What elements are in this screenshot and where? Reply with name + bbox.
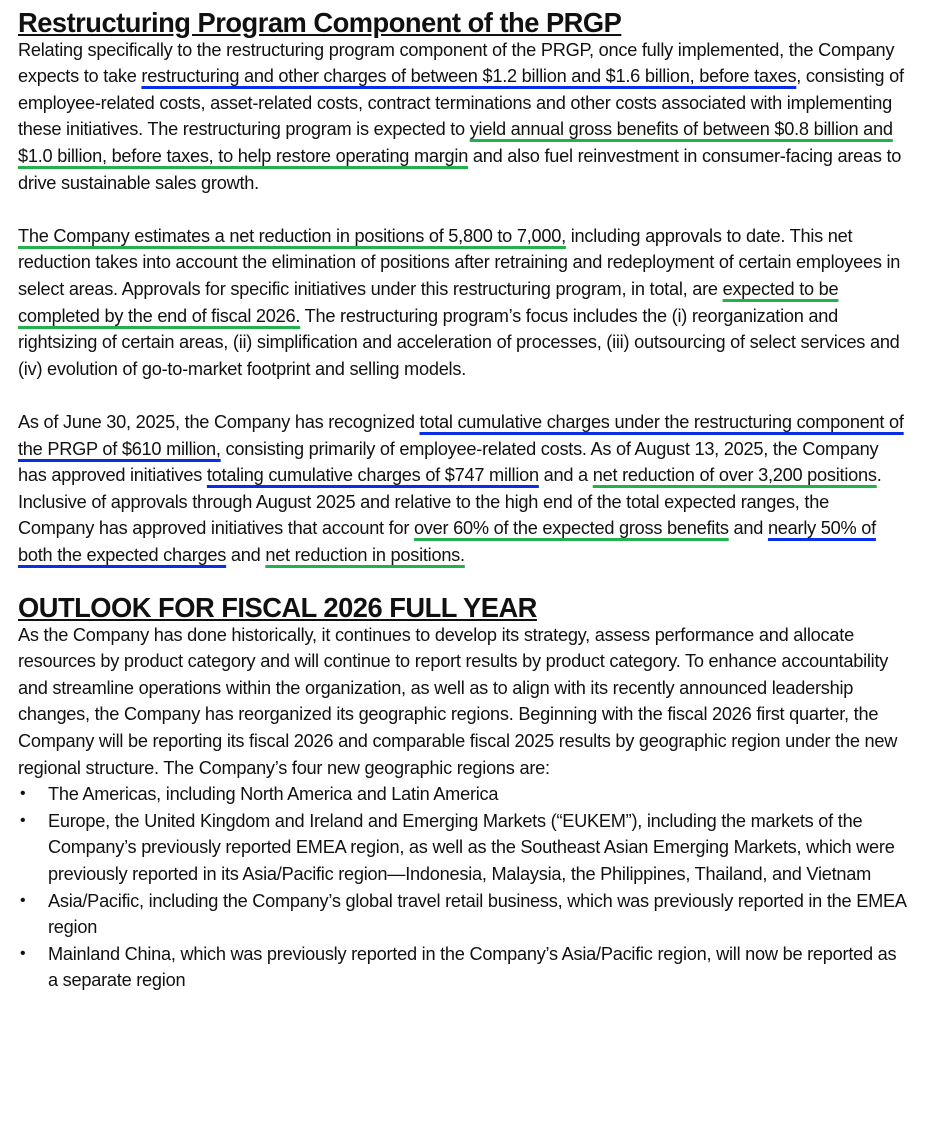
green-underline-highlight: The Company estimates a net reduction in positions of 5,800 to 7,000, [18, 225, 566, 246]
text: and a [538, 465, 593, 486]
green-underline-highlight: net reduction of over 3,200 positions [592, 465, 877, 486]
paragraph-position-reduction [18, 223, 909, 383]
text: consisting primarily of employee-related costs. As of August 13, 2025, the Company has approved initiatives [18, 438, 879, 486]
text: The restructuring program’s focus includes the (i) reorganization and rightsizing of certain areas, (ii) simplification and acceleration of processes, (iii) outsourcing of select services and (iv) evolution of go-to-market footprint and selling models. [18, 305, 900, 379]
region-list-item [18, 808, 909, 888]
bullet-icon: • [20, 891, 26, 909]
section-heading-restructuring: Restructuring Program Component of the PRGP [18, 7, 622, 38]
green-underline-highlight: over 60% of the expected gross benefits [413, 518, 729, 539]
region-text: Mainland China, which was previously reported in the Company’s Asia/Pacific region, will now be reported as a separate region [48, 943, 897, 991]
paragraph-spacer [18, 568, 909, 595]
text: Relating specifically to the restructuring program component of the PRGP, once fully implemented, the Company expects to take [18, 39, 895, 87]
text: As of June 30, 2025, the Company has recognized [18, 411, 420, 432]
paragraph-charges-benefits [18, 37, 909, 197]
section-heading-outlook: OUTLOOK FOR FISCAL 2026 FULL YEAR [18, 592, 537, 624]
bullet-icon: • [20, 944, 26, 962]
region-list-item [18, 888, 909, 941]
text: and also fuel reinvestment in consumer-facing areas to drive sustainable sales growth. [18, 145, 902, 193]
region-list-item [18, 781, 909, 808]
blue-underline-highlight: total cumulative charges under the restructuring component of the PRGP of $610 million, [18, 411, 904, 459]
text: and [728, 518, 768, 539]
green-underline-highlight: net reduction in positions. [265, 544, 465, 565]
region-text: Europe, the United Kingdom and Ireland and Emerging Markets (“EUKEM”), including the markets of the Company’s previously reported EMEA region, as well as the Southeast Asian Emerging Markets, which were previously reported in its Asia/Pacific region—Indonesia, Malaysia, the Philippines, Thailand, and Vietnam [48, 810, 895, 884]
bullet-icon: • [20, 785, 26, 803]
bullet-icon: • [20, 811, 26, 829]
paragraph-spacer [18, 196, 909, 223]
blue-underline-highlight: totaling cumulative charges of $747 million [206, 465, 539, 486]
text: , consisting of employee-related costs, asset-related costs, contract terminations and other costs associated with implementing these initiatives. The restructuring program is expected to [18, 66, 904, 140]
paragraph-cumulative-charges [18, 409, 909, 569]
text: including approvals to date. This net reduction takes into account the elimination of positions after retraining and redeployment of certain employees in select areas. Approvals for specific initiatives under this restructuring program, in total, are [18, 225, 901, 299]
blue-underline-highlight: nearly 50% of both the expected charges [18, 518, 876, 565]
blue-underline-highlight: restructuring and other charges of between $1.2 billion and $1.6 billion, before taxes [141, 66, 797, 87]
region-text: The Americas, including North America and Latin America [48, 784, 499, 805]
regions-list [18, 781, 909, 994]
text: and [226, 544, 266, 565]
region-list-item [18, 941, 909, 994]
green-underline-highlight: expected to be completed by the end of fiscal 2026. [18, 278, 839, 326]
region-text: Asia/Pacific, including the Company’s global travel retail business, which was previously reported in the EMEA region [48, 890, 906, 938]
green-underline-highlight: yield annual gross benefits of between $0.8 billion and $1.0 billion, before taxes, to help restore operating margin [18, 119, 893, 166]
paragraph-spacer [18, 382, 909, 409]
text: . Inclusive of approvals through August 2025 and relative to the high end of the total expected ranges, the Company has approved initiatives that account for [18, 465, 882, 539]
paragraph-outlook-intro: As the Company has done historically, it continues to develop its strategy, assess performance and allocate resources by product category and will continue to report results by product category. To enhance accountability and streamline operations within the organization, as well as to align with its recently announced leadership changes, the Company has reorganized its geographic regions. Beginning with the fiscal 2026 first quarter, the Company will be reporting its fiscal 2026 and comparable fiscal 2025 results by geographic region under the new regional structure. The Company’s four new geographic regions are: [18, 624, 898, 778]
